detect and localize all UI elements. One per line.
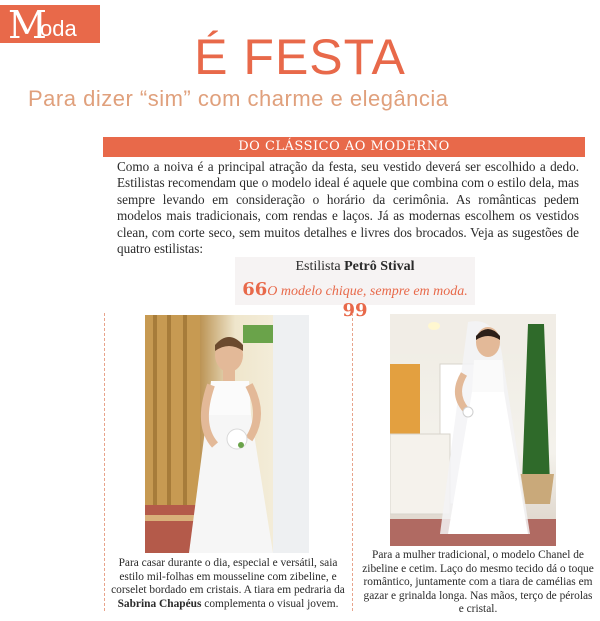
section-tag-initial: M bbox=[8, 3, 47, 47]
open-quote-icon: 66 bbox=[242, 279, 268, 300]
left-dashed-rule bbox=[104, 313, 106, 611]
caption-left-text: Para casar durante o dia, especial e versátil, saia estilo mil-folhas em mousseline com zibeline, e corselet bordado em cristais. A tiara em pedraria da bbox=[111, 557, 345, 597]
close-quote-icon: 99 bbox=[342, 300, 368, 321]
stylist-prefix: Estilista bbox=[295, 259, 345, 274]
stylist-name bbox=[235, 259, 475, 275]
page-title: É FESTA bbox=[194, 29, 406, 85]
stylist-box bbox=[235, 257, 475, 321]
section-heading: DO CLÁSSICO AO MODERNO bbox=[238, 139, 450, 154]
caption-left bbox=[110, 557, 346, 611]
bride-photo-right bbox=[390, 314, 556, 546]
column-divider bbox=[352, 313, 353, 611]
caption-right: Para a mulher tradicional, o modelo Chanel de zibeline e cetim. Laço do mesmo tecido dá o toque romântico, juntamente com a tiara de camélias em gazar e grinalda longa. Nas mãos, terço de pérolas e cristal. bbox=[362, 549, 594, 616]
page-subtitle: Para dizer “sim” com charme e elegância bbox=[28, 86, 449, 111]
caption-left-bold: Sabrina Chapéus bbox=[117, 597, 202, 610]
section-tag-rest: oda bbox=[40, 16, 77, 41]
section-heading-band bbox=[103, 137, 585, 157]
intro-paragraph: Como a noiva é a principal atração da festa, seu vestido deverá ser escolhido a dedo. Estilistas recomendam que o modelo ideal é aquele que combina com o estilo dela, mas sempre levando em consideração o horário da cerimônia. As românticas pedem modelos mais tradicionais, com rendas e laços. Já as modernas escolhem os vestidos clean, com corte seco, sem muitos detalhes e livres dos brocados. Veja as sugestões de quatro estilistas: bbox=[117, 159, 579, 257]
stylist-quote-text: O modelo chique, sempre em moda. bbox=[267, 284, 468, 299]
bride-photo-left bbox=[145, 315, 309, 553]
bride-illustration-right bbox=[390, 314, 556, 546]
caption-left-end: complementa o visual jovem. bbox=[201, 597, 339, 610]
bride-illustration-left bbox=[145, 315, 309, 553]
stylist-name-bold: Petrô Stival bbox=[344, 259, 415, 274]
